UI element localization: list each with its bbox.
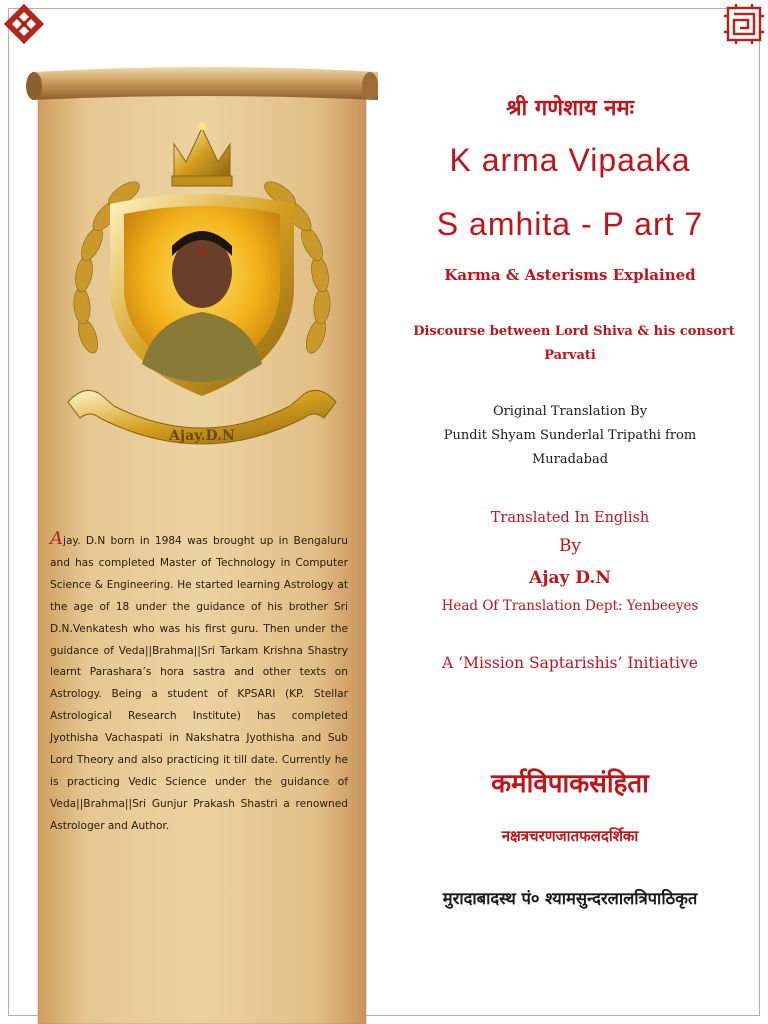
translator-name: Ajay D.N	[529, 568, 611, 588]
translator-role: Head Of Translation Dept: Yenbeeyes	[441, 598, 699, 614]
original-translator-place: Muradabad	[531, 452, 609, 467]
discourse-line-1: Discourse between Lord Shiva & his consort	[413, 324, 735, 339]
page-title-line-2: S amhita - P art 7	[436, 206, 704, 242]
page-subtitle: Karma & Asterisms Explained	[444, 266, 696, 284]
bio-dropcap: A	[50, 528, 63, 549]
discourse-line-2: Parvati	[544, 348, 596, 363]
bio-text: jay. D.N born in 1984 was brought up in Bengaluru and has completed Master of Technology in Computer Science & Engineering. He started learning Astrology at the age of 18 under the guidance of his brother Sri D.N.Venkatesh who was his first guru. Then under the guidance of Veda||Brahma||Sri Tarkam Krishna Shastry learnt Parashara’s hora sastra and other texts on Astrology. Being a student of KPSARI (KP. Stellar Astrological Research Institute) has completed Jyothisha Vachaspati in Nakshatra Jyothisha and Sub Lord Theory and also practicing it till date. Currently he is practicing Vedic Science under the guidance of Veda||Brahma||Sri Gunjur Prakash Shastri a renowned Astrologer and Author.	[50, 535, 348, 832]
invocation: श्री गणेशाय नमः	[505, 95, 635, 121]
meander-knot-icon	[722, 2, 766, 46]
english-translation-label: Translated In English	[490, 510, 650, 526]
initiative-line: A ‘Mission Saptarishis’ Initiative	[442, 654, 698, 672]
original-translator: Pundit Shyam Sunderlal Tripathi from	[443, 428, 697, 443]
ribbon-label: Ajay.D.N	[169, 428, 235, 444]
original-translation-label: Original Translation By	[492, 404, 648, 419]
sanskrit-attribution: मुरादाबादस्थ पं० श्यामसुन्दरलालत्रिपाठिकृत	[442, 889, 698, 908]
page-title-line-1: K arma Vipaaka	[449, 142, 691, 178]
author-bio	[50, 528, 348, 838]
sanskrit-title: कर्मविपाकसंहिता	[491, 769, 649, 799]
sanskrit-subtitle: नक्षत्रचरणजातफलदर्शिका	[501, 827, 639, 845]
english-translation-by: By	[558, 536, 582, 556]
endless-knot-icon	[2, 2, 46, 46]
author-scroll	[24, 66, 380, 1024]
